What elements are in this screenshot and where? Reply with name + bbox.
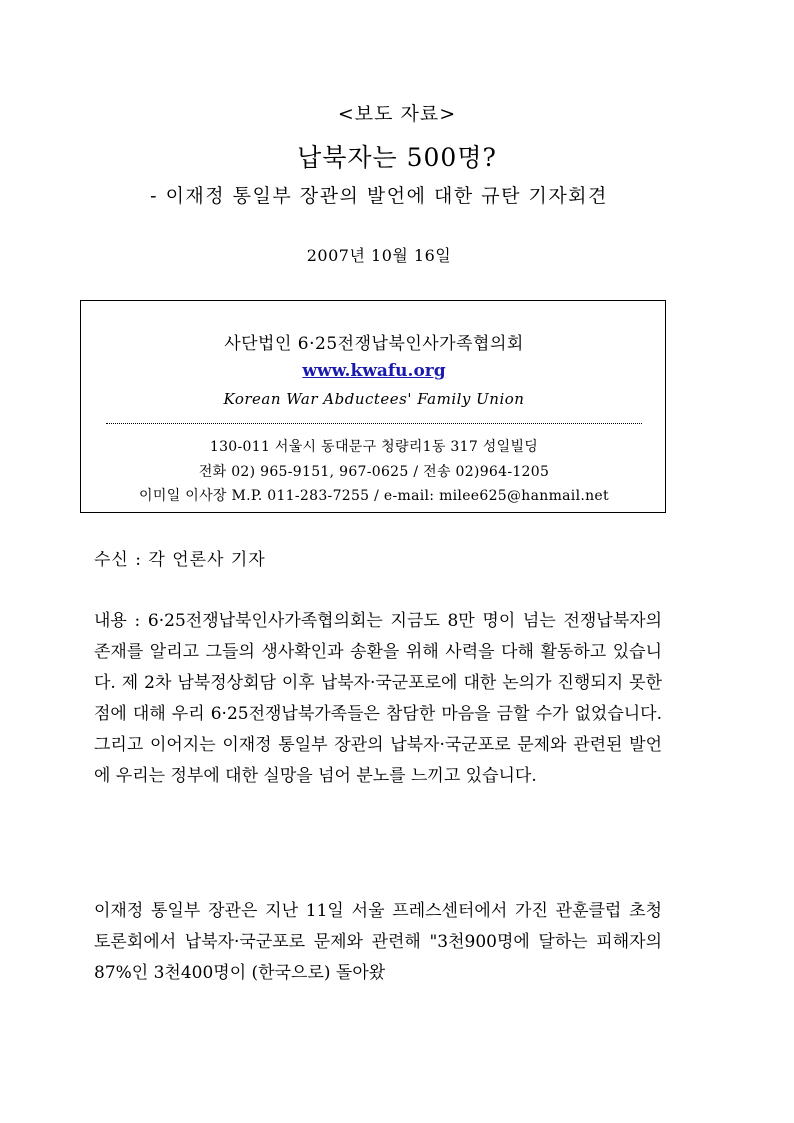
release-date: 2007년 10월 16일 <box>306 246 452 265</box>
organization-contact-email: 이미일 이사장 M.P. 011-283-7255 / e-mail: milee625@hanmail.net <box>139 488 609 504</box>
page-title: 납북자는 500명? <box>297 143 497 172</box>
website-link[interactable]: www.kwafu.org <box>302 361 446 381</box>
dotted-divider <box>106 423 642 424</box>
organization-info-box <box>80 300 666 513</box>
organization-english-name: Korean War Abductees' Family Union <box>223 390 525 408</box>
recipient-line: 수신 : 각 언론사 기자 <box>94 550 266 570</box>
body-paragraph: 내용 : 6·25전쟁납북인사가족협의회는 지금도 8만 명이 넘는 전쟁납북자의 존재를 알리고 그들의 생사확인과 송환을 위해 사력을 다해 활동하고 있습니다. 제 2차 남북정상회담 이후 납북자·국군포로에 대한 논의가 진행되지 못한 점에 대해 우리 6·25전쟁납북가족들은 참담한 마음을 금할 수가 없었습니다. 그리고 이어지는 이재정 통일부 장관의 납북자·국군포로 문제와 관련된 발언에 우리는 정부에 대한 실망을 넘어 분노를 느끼고 있습니다. <box>94 611 662 786</box>
organization-website <box>81 361 667 381</box>
body-paragraph: 이재정 통일부 장관은 지난 11일 서울 프레스센터에서 가진 관훈클럽 초청 토론회에서 납북자·국군포로 문제와 관련해 "3천900명에 달하는 피해자의 87%인 3천400명이 (한국으로) 돌아왔 <box>94 901 662 983</box>
press-release-label: <보도 자료> <box>337 103 457 125</box>
page-subtitle: - 이재정 통일부 장관의 발언에 대한 규탄 기자회견 <box>150 185 608 207</box>
organization-name: 사단법인 6·25전쟁납북인사가족협의회 <box>224 334 524 354</box>
organization-address: 130-011 서울시 동대문구 청량리1동 317 성일빌딩 <box>209 439 539 455</box>
organization-phone-fax: 전화 02) 965-9151, 967-0625 / 전송 02)964-1205 <box>198 464 550 480</box>
